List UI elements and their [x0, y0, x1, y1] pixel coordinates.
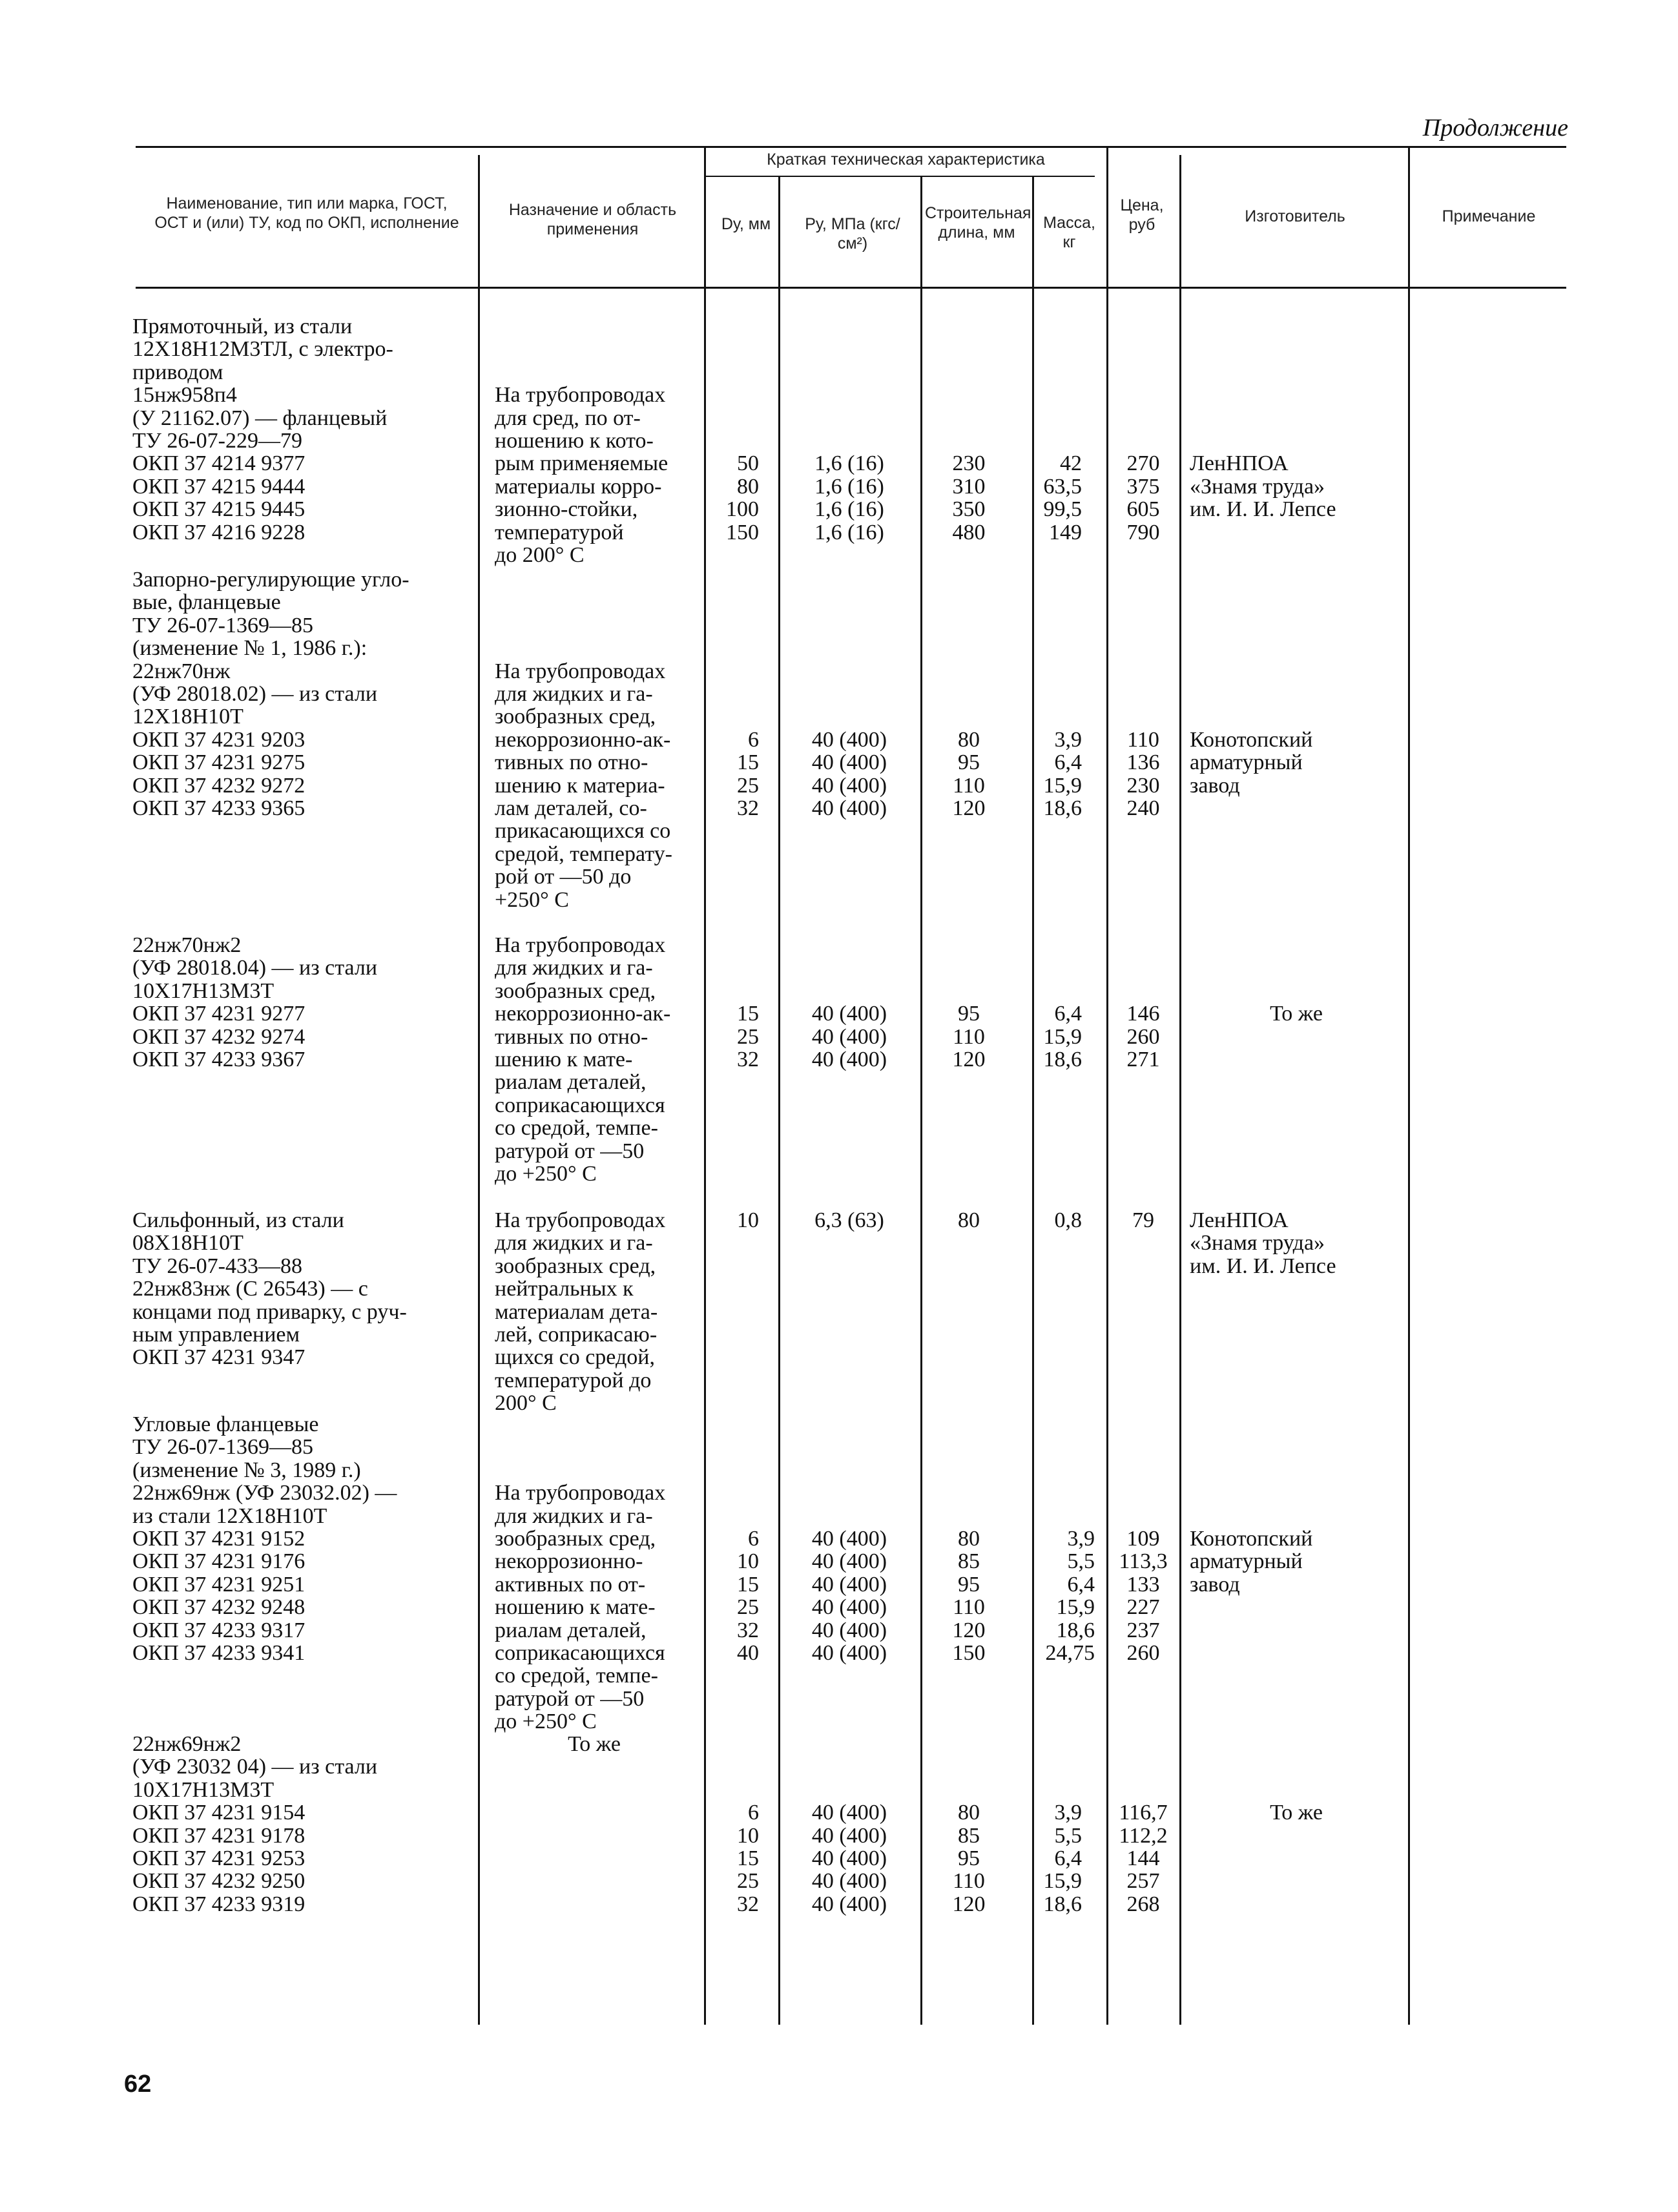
- header-price: Цена, руб: [1120, 196, 1164, 234]
- row-dy: 6 15 25 32: [737, 727, 759, 821]
- row-length: 80 95 110 120: [952, 727, 986, 821]
- row-mass: 3,9 5,5 6,4 15,9 18,6 24,75: [1045, 1527, 1095, 1666]
- row-name: 22нж69нж2 (УФ 23032 04) — из стали 10Х17Н13М3Т ОКП 37 4231 9154 ОКП 37 4231 9178 ОКП 37 4231 9253 ОКП 37 4232 9250 ОКП 37 4233 9319: [132, 1732, 378, 1916]
- row-maker: ЛенНПОА «Знамя труда» им. И. И. Лепсе: [1190, 451, 1336, 522]
- header-mass: Масса, кг: [1043, 214, 1095, 251]
- row-purpose: На трубопроводах для жидких и га- зообразных сред, некоррозионно- активных по от- ношению к мате- риалам деталей, соприкасающихся со средой, темпе- ратурой от —50 до +250° С: [495, 1481, 666, 1734]
- header-name: Наименование, тип или марка, ГОСТ, ОСТ и (или) ТУ, код по ОКП, исполнение: [154, 194, 459, 232]
- row-length: 80 85 95 110 120: [952, 1801, 986, 1916]
- row-mass: 3,9 5,5 6,4 15,9 18,6: [1043, 1801, 1082, 1916]
- row-py: 40 (400) 40 (400) 40 (400): [811, 1002, 887, 1072]
- row-dy: 50 80 100 150: [726, 451, 759, 544]
- row-py: 40 (400) 40 (400) 40 (400) 40 (400) 40 (400) 40 (400): [811, 1527, 887, 1666]
- header-dy: Dу, мм: [721, 215, 771, 233]
- row-mass: 6,4 15,9 18,6: [1043, 1002, 1082, 1072]
- row-purpose: На трубопроводах для жидких и га- зообразных сред, нейтральных к материалам дета- лей, соприкасаю- щихся со средой, температурой до 200° С: [495, 1208, 666, 1416]
- page-number: 62: [124, 2071, 152, 2098]
- row-name: Прямоточный, из стали 12Х18Н12М3ТЛ, с электро- приводом 15нж958п4 (У 21162.07) — фланцевый ТУ 26-07-229—79 ОКП 37 4214 9377 ОКП 37 4215 9444 ОКП 37 4215 9445 ОКП 37 4216 9228: [132, 315, 393, 544]
- row-name: 22нж70нж2 (УФ 28018.04) — из стали 10Х17Н13М3Т ОКП 37 4231 9277 ОКП 37 4232 9274 ОКП 37 4233 9367: [132, 933, 378, 1072]
- col-divider-7: [1179, 155, 1181, 2025]
- header-length: Строительная длина, мм: [925, 204, 1031, 242]
- header-bottom-rule: [136, 287, 1566, 289]
- row-dy: 6 10 15 25 32: [737, 1801, 759, 1916]
- row-maker: Конотопский арматурный завод: [1190, 1527, 1313, 1597]
- row-price: 270 375 605 790: [1126, 451, 1160, 544]
- row-py: 40 (400) 40 (400) 40 (400) 40 (400): [811, 727, 887, 821]
- header-purpose: Назначение и область применения: [508, 201, 677, 238]
- row-maker: Конотопский арматурный завод: [1190, 727, 1313, 798]
- row-length: 230 310 350 480: [952, 451, 986, 544]
- row-mass: 42 63,5 99,5 149: [1043, 451, 1082, 544]
- row-maker: То же: [1270, 1800, 1323, 1824]
- header-note: Примечание: [1442, 207, 1536, 225]
- row-maker: То же: [1270, 1002, 1323, 1026]
- row-dy: 6 10 15 25 32 40: [737, 1527, 759, 1666]
- col-divider-2: [704, 147, 706, 2025]
- row-name: Запорно-регулирующие угло- вые, фланцевые ТУ 26-07-1369—85 (изменение № 1, 1986 г.): 22нж70нж (УФ 28018.02) — из стали 12Х18Н10Т ОКП 37 4231 9203 ОКП 37 4231 9275 ОКП 37 4232 9272 ОКП 37 4233 9365: [132, 568, 409, 821]
- col-divider-8: [1408, 147, 1410, 2025]
- row-dy: 10: [737, 1208, 759, 1232]
- row-price: 116,7 112,2 144 257 268: [1119, 1801, 1168, 1916]
- row-name: Угловые фланцевые ТУ 26-07-1369—85 (изменение № 3, 1989 г.) 22нж69нж (УФ 23032.02) — из стали 12Х18Н10Т ОКП 37 4231 9152 ОКП 37 4231 9176 ОКП 37 4231 9251 ОКП 37 4232 9248 ОКП 37 4233 9317 ОКП 37 4233 9341: [132, 1412, 397, 1666]
- row-purpose: На трубопроводах для сред, по от- ношению к кото- рым применяемые материалы корро- зионно-стойки, температурой до 200° С: [495, 383, 668, 568]
- row-purpose: То же: [568, 1732, 621, 1756]
- row-maker: ЛенНПОА «Знамя труда» им. И. И. Лепсе: [1190, 1208, 1336, 1278]
- header-py: Pу, МПа (кгс/см²): [805, 215, 900, 253]
- row-py: 1,6 (16) 1,6 (16) 1,6 (16) 1,6 (16): [814, 451, 884, 544]
- row-py: 40 (400) 40 (400) 40 (400) 40 (400) 40 (400): [811, 1801, 887, 1916]
- row-dy: 15 25 32: [737, 1002, 759, 1072]
- row-price: 109 113,3 133 227 237 260: [1119, 1527, 1168, 1666]
- row-purpose: На трубопроводах для жидких и га- зообразных сред, некоррозионно-ак- тивных по отно- шению к мате- риалам деталей, соприкасающихся со средой, темпе- ратурой от —50 до +250° С: [495, 933, 671, 1186]
- row-length: 80: [958, 1208, 980, 1232]
- row-purpose: На трубопроводах для жидких и га- зообразных сред, некоррозионно-ак- тивных по отно- шению к материа- лам деталей, со- прикасающихся со средой, температу- рой от —50 до +250° С: [495, 659, 672, 912]
- row-price: 146 260 271: [1126, 1002, 1160, 1072]
- row-mass: 0,8: [1054, 1208, 1082, 1232]
- col-divider-1: [478, 155, 480, 2025]
- header-tech: Краткая техническая характеристика: [767, 150, 1045, 169]
- row-mass: 3,9 6,4 15,9 18,6: [1043, 727, 1082, 821]
- col-divider-4: [920, 177, 922, 2025]
- header-maker: Изготовитель: [1245, 207, 1345, 225]
- row-price: 79: [1132, 1208, 1154, 1232]
- row-length: 95 110 120: [952, 1002, 986, 1072]
- row-py: 6,3 (63): [814, 1208, 884, 1232]
- col-divider-3: [778, 177, 780, 2025]
- row-price: 110 136 230 240: [1126, 727, 1160, 821]
- continuation-label: Продолжение: [1422, 114, 1568, 141]
- row-name: Сильфонный, из стали 08Х18Н10Т ТУ 26-07-433—88 22нж83нж (С 26543) — с концами под приварку, с руч- ным управлением ОКП 37 4231 9347: [132, 1208, 407, 1370]
- row-length: 80 85 95 110 120 150: [952, 1527, 986, 1666]
- table-top-rule: [136, 146, 1566, 148]
- tech-header-rule: [704, 176, 1095, 177]
